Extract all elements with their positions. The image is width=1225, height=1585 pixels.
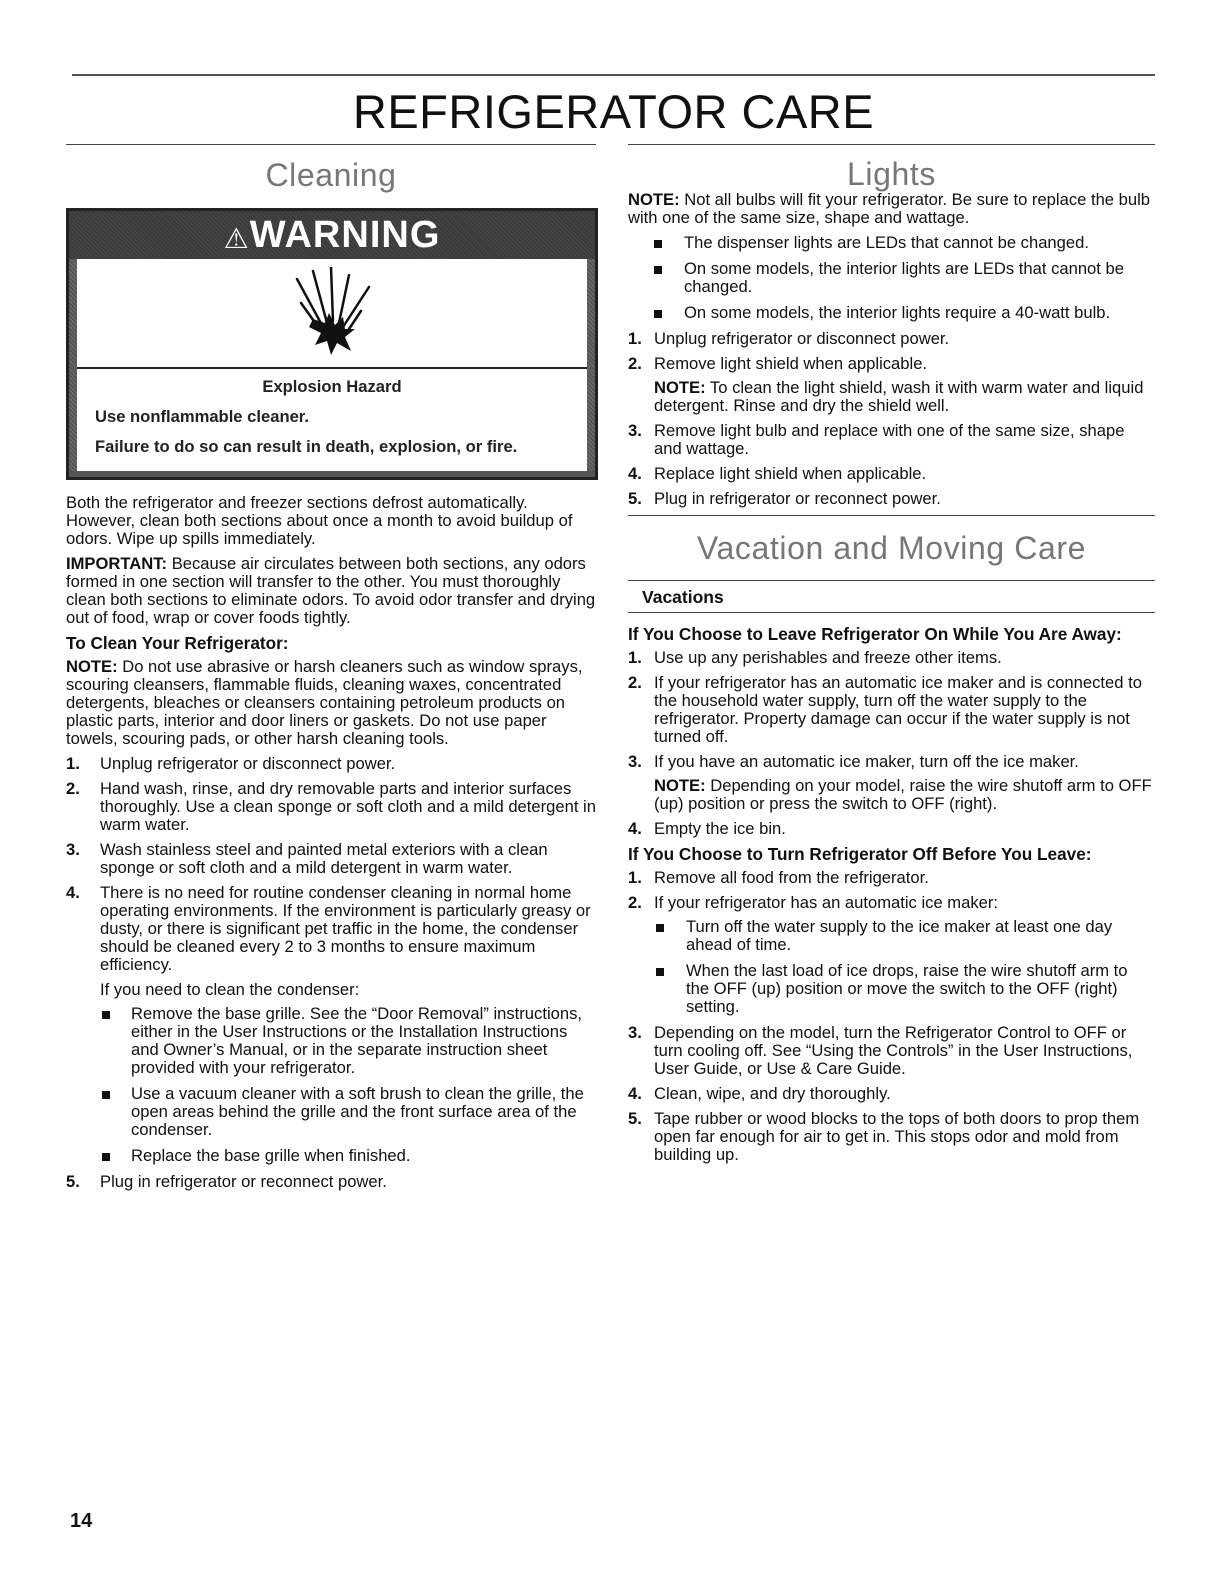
- step-text: If you have an automatic ice maker, turn off the ice maker.: [654, 752, 1079, 771]
- step-number: 2.: [66, 779, 80, 798]
- bullet-text: Replace the base grille when finished.: [131, 1146, 411, 1165]
- step-number: 5.: [628, 489, 642, 508]
- step-text: Plug in refrigerator or reconnect power.: [100, 1172, 387, 1191]
- step-number: 1.: [628, 868, 642, 887]
- section-rule: [628, 144, 1155, 145]
- step-number: 5.: [628, 1109, 642, 1128]
- lights-title: Lights: [847, 156, 936, 192]
- list-item: [66, 780, 596, 834]
- step-text: Clean, wipe, and dry thoroughly.: [654, 1084, 891, 1103]
- step-text: Remove light bulb and replace with one of the same size, shape and wattage.: [654, 421, 1125, 458]
- bullet-list: [100, 1005, 596, 1165]
- bullet-text: When the last load of ice drops, raise the wire shutoff arm to the OFF (up) position or move the switch to the OFF (right) setting.: [686, 961, 1128, 1016]
- list-item: [628, 649, 1155, 667]
- step-number: 2.: [628, 673, 642, 692]
- hazard-title: Explosion Hazard: [262, 377, 402, 396]
- list-item: [66, 841, 596, 877]
- step-text: Remove light shield when applicable.: [654, 354, 928, 373]
- list-item: [66, 755, 596, 773]
- lights-steps: [628, 330, 1155, 508]
- bullet-item: [100, 1147, 596, 1165]
- step-text: If your refrigerator has an automatic ice maker:: [654, 893, 999, 912]
- note-label: NOTE:: [628, 190, 680, 209]
- bullet-text: Use a vacuum cleaner with a soft brush to clean the grille, the open areas behind the grille and the front surface area of the condenser.: [131, 1084, 584, 1139]
- step-text: Unplug refrigerator or disconnect power.: [100, 754, 396, 773]
- step-number: 5.: [66, 1172, 80, 1191]
- bullet-item: [100, 1005, 596, 1077]
- step-number: 3.: [628, 1023, 642, 1042]
- list-item: [66, 884, 596, 1165]
- cleaning-title: Cleaning: [265, 157, 397, 193]
- step-text: Depending on the model, turn the Refrigerator Control to OFF or turn cooling off. See “Using the Controls” in the User Instructions, User Guide, or Use & Care Guide.: [654, 1023, 1133, 1078]
- warning-header: [69, 211, 595, 259]
- right-column: [628, 144, 1155, 1171]
- vacation-off-steps: [628, 869, 1155, 1164]
- paragraph: Both the refrigerator and freezer sections defrost automatically. However, clean both sections about once a month to avoid buildup of odors. Wipe up spills immediately.: [66, 493, 573, 548]
- paragraph: [66, 555, 596, 627]
- warning-label: WARNING: [249, 214, 441, 256]
- note-text: Depending on your model, raise the wire shutoff arm to OFF (up) position or press the switch to OFF (right).: [654, 776, 1152, 813]
- step-number: 1.: [628, 329, 642, 348]
- bullet-list: [654, 918, 1155, 1016]
- step-text: Empty the ice bin.: [654, 819, 786, 838]
- list-item: [628, 330, 1155, 348]
- bullet-item: [652, 260, 1155, 296]
- cleaning-steps: [66, 755, 596, 1191]
- bullet-text: On some models, the interior lights require a 40-watt bulb.: [684, 303, 1111, 322]
- step-number: 1.: [628, 648, 642, 667]
- top-rule: [72, 74, 1155, 76]
- section-rule: [628, 515, 1155, 516]
- note-text: Do not use abrasive or harsh cleaners such as window sprays, scouring cleansers, flammable fluids, cleaning waxes, concentrated detergents, bleaches or cleansers containing petroleum products on plastic parts, interior and door liners or gaskets. Do not use paper towels, scouring pads, or other harsh cleaning tools.: [66, 657, 583, 748]
- warning-triangle-icon: ⚠: [223, 223, 250, 254]
- list-item: [628, 894, 1155, 1016]
- list-item: [628, 422, 1155, 458]
- note-label: NOTE:: [654, 776, 706, 795]
- step-text: Wash stainless steel and painted metal exteriors with a clean sponge or soft cloth and a mild detergent in warm water.: [100, 840, 548, 877]
- step-number: 4.: [628, 464, 642, 483]
- step-number: 3.: [628, 752, 642, 771]
- bullet-item: [654, 918, 1155, 954]
- bullet-text: Turn off the water supply to the ice maker at least one day ahead of time.: [686, 917, 1113, 954]
- step-text: Use up any perishables and freeze other items.: [654, 648, 1002, 667]
- step-number: 4.: [628, 1084, 642, 1103]
- step-note: [654, 379, 1155, 415]
- bullet-text: The dispenser lights are LEDs that cannot be changed.: [684, 233, 1089, 252]
- list-item: [628, 1085, 1155, 1103]
- vacations-subsection: Vacations: [628, 580, 1155, 613]
- step-text: Unplug refrigerator or disconnect power.: [654, 329, 950, 348]
- step-number: 3.: [66, 840, 80, 859]
- important-label: IMPORTANT:: [66, 554, 168, 573]
- step-number: 1.: [66, 754, 80, 773]
- bullet-text: On some models, the interior lights are LEDs that cannot be changed.: [684, 259, 1124, 296]
- bullet-item: [652, 304, 1155, 322]
- subheading: If You Choose to Leave Refrigerator On While You Are Away:: [628, 624, 1122, 644]
- step-subtext: If you need to clean the condenser:: [100, 980, 360, 999]
- warning-line: Failure to do so can result in death, explosion, or fire.: [95, 437, 518, 456]
- note-label: NOTE:: [654, 378, 706, 397]
- list-item: [628, 820, 1155, 838]
- step-text: Tape rubber or wood blocks to the tops of both doors to prop them open far enough for air to get in. This stops odor and mold from building up.: [654, 1109, 1140, 1164]
- bullet-item: [654, 962, 1155, 1016]
- warning-box: [66, 208, 598, 480]
- note-text: Not all bulbs will fit your refrigerator. Be sure to replace the bulb with one of the same size, shape and wattage.: [628, 190, 1151, 227]
- list-item: [628, 355, 1155, 415]
- important-text: Because air circulates between both sections, any odors formed in one section will transfer to the other. You must thoroughly clean both sections to eliminate odors. To avoid odor transfer and drying out of food, wrap or cover foods tightly.: [66, 554, 596, 627]
- step-number: 2.: [628, 354, 642, 373]
- list-item: [628, 869, 1155, 887]
- bullet-text: Remove the base grille. See the “Door Removal” instructions, either in the User Instructions or the Installation Instructions and Owner’s Manual, or in the separate instruction sheet provided with your refrigerator.: [131, 1004, 582, 1077]
- step-text: Replace light shield when applicable.: [654, 464, 927, 483]
- step-number: 2.: [628, 893, 642, 912]
- list-item: [628, 1110, 1155, 1164]
- note-label: NOTE:: [66, 657, 118, 676]
- list-item: [66, 1173, 596, 1191]
- step-text: Plug in refrigerator or reconnect power.: [654, 489, 941, 508]
- list-item: [628, 1024, 1155, 1078]
- list-item: [628, 490, 1155, 508]
- bullet-list: [652, 234, 1155, 322]
- list-item: [628, 753, 1155, 813]
- section-rule: [66, 144, 596, 145]
- step-number: 4.: [628, 819, 642, 838]
- note-text: To clean the light shield, wash it with warm water and liquid detergent. Rinse and dry the shield well.: [654, 378, 1144, 415]
- page-title: REFRIGERATOR CARE: [352, 85, 875, 138]
- warning-line: Use nonflammable cleaner.: [95, 407, 309, 426]
- page-number: 14: [70, 1510, 93, 1532]
- list-item: [628, 674, 1155, 746]
- bullet-item: [100, 1085, 596, 1139]
- subheading: To Clean Your Refrigerator:: [66, 633, 289, 653]
- step-number: 4.: [66, 883, 80, 902]
- vacation-title: Vacation and Moving Care: [696, 530, 1087, 566]
- step-text: There is no need for routine condenser cleaning in normal home operating environments. If the environment is particularly greasy or dusty, or there is significant pet traffic in the home, the condenser should be cleaned every 2 to 3 months to ensure maximum efficiency.: [100, 883, 591, 974]
- step-number: 3.: [628, 421, 642, 440]
- paragraph: [628, 191, 1155, 227]
- step-text: If your refrigerator has an automatic ice maker and is connected to the household water supply, turn off the water supply to the refrigerator. Property damage can occur if the water supply is not turned off.: [654, 673, 1142, 746]
- vacation-on-steps: [628, 649, 1155, 838]
- bullet-item: [652, 234, 1155, 252]
- step-text: Hand wash, rinse, and dry removable parts and interior surfaces thoroughly. Use a clean sponge or soft cloth and a mild detergent in warm water.: [100, 779, 596, 834]
- explosion-icon: [287, 267, 377, 359]
- step-text: Remove all food from the refrigerator.: [654, 868, 929, 887]
- subheading: If You Choose to Turn Refrigerator Off Before You Leave:: [628, 844, 1092, 864]
- step-note: [654, 777, 1155, 813]
- cleaning-column: [66, 144, 596, 1198]
- list-item: [628, 465, 1155, 483]
- paragraph: [66, 658, 596, 748]
